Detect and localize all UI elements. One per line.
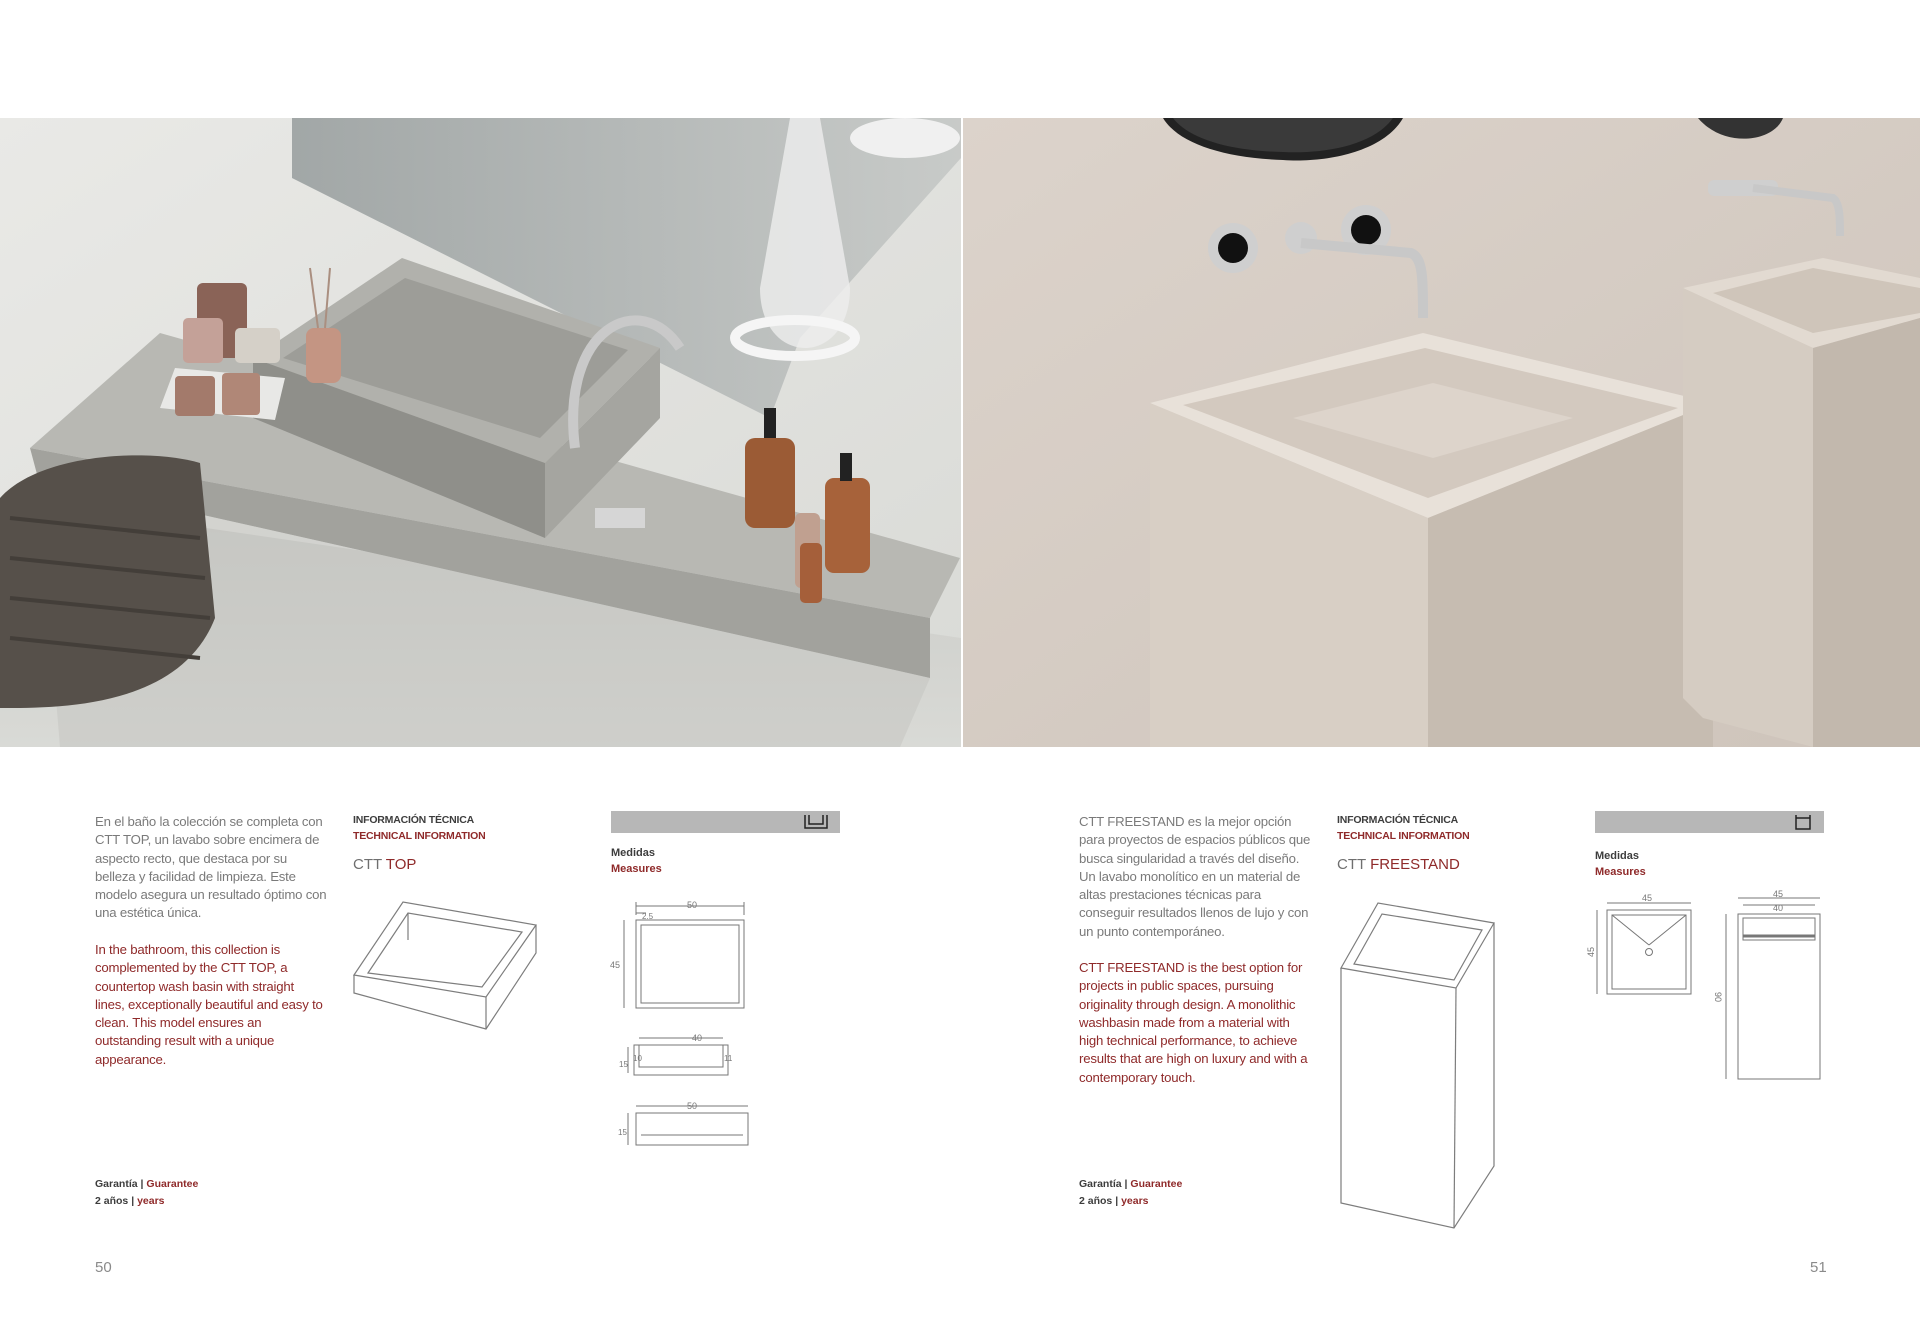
pedestal-dimension-drawings [1585,890,1825,1095]
page-number-left: 50 [95,1259,112,1276]
dim-front-h3: 15 [619,1060,628,1069]
separator: | [131,1195,135,1207]
tech-info-es-right: INFORMACIÓN TÉCNICA [1337,814,1459,826]
model-title-right [1337,856,1460,873]
guarantee-label-en: Guarantee [1130,1178,1183,1190]
model-prefix: CTT [353,856,382,873]
dim-side-height: 15 [618,1128,627,1137]
dim-front-h2: 11 [724,1054,733,1063]
description-es-left: En el baño la colección se completa con CTT TOP, un lavabo sobre encimera de aspecto recto, que destaca por su belleza y facilidad de limpieza. Este modelo asegura un resultado óptimo con una estética única. [95,814,327,921]
years-es: 2 años [1079,1195,1113,1207]
model-title-left [353,856,416,873]
tech-info-en-right: TECHNICAL INFORMATION [1337,830,1470,842]
dim-depth: 45 [610,960,621,970]
category-bar-left [611,811,840,833]
basin-isometric-drawing [350,895,540,1035]
photo-countertop-basin [0,118,961,747]
measures-en-left: Measures [611,863,662,875]
description-en-left: In the bathroom, this collection is complemented by the CTT TOP, a countertop wash basin with straight lines, exceptionally beautiful and easy to clean. This model ensures an outstanding result with a unique appearance. [95,942,323,1067]
dim-side-width: 50 [687,1101,698,1111]
dim-front-h1: 10 [633,1054,642,1063]
tech-info-en-left: TECHNICAL INFORMATION [353,830,486,842]
dim-plan-depth: 45 [1586,946,1596,957]
tech-info-es-left: INFORMACIÓN TÉCNICA [353,814,475,826]
page-number-right: 51 [1810,1259,1827,1276]
years-es: 2 años [95,1195,129,1207]
years-en: years [1121,1195,1149,1207]
guarantee-left [95,1176,198,1210]
category-bar-right [1595,811,1824,833]
separator: | [1115,1195,1119,1207]
dim-elev-width: 45 [1773,890,1784,899]
separator: | [1124,1178,1128,1190]
pedestal-isometric-drawing [1336,898,1496,1230]
separator: | [140,1178,144,1190]
guarantee-label-en: Guarantee [146,1178,199,1190]
dim-plan-width: 45 [1642,893,1653,903]
description-en-right: CTT FREESTAND is the best option for projects in public spaces, pursuing originality through design. A monolithic washbasin made from a material with high technical performance, to achieve results that are high on luxury and with a contemporary touch. [1079,960,1308,1085]
description-es-right: CTT FREESTAND es la mejor opción para proyectos de espacios públicos que busca singularidad a través del diseño. Un lavabo monolítico en un material de altas prestaciones técnicas para conseguir resultados llenos de lujo y con un punto contemporáneo. [1079,814,1311,939]
dim-top-width: 50 [687,900,698,910]
basin-dimension-drawings [606,895,756,1160]
basin-profile-icon [801,813,831,831]
model-prefix: CTT [1337,856,1366,873]
measures-en-right: Measures [1595,866,1646,878]
model-name: TOP [385,856,417,873]
guarantee-label-es: Garantía [1079,1178,1122,1190]
dim-elev-inner: 40 [1773,903,1784,913]
guarantee-right [1079,1176,1182,1210]
model-name: FREESTAND [1370,856,1460,873]
photo-freestanding-basin [963,118,1920,747]
years-en: years [137,1195,165,1207]
guarantee-label-es: Garantía [95,1178,138,1190]
measures-es-left: Medidas [611,847,656,859]
measures-es-right: Medidas [1595,850,1640,862]
pedestal-profile-icon [1791,813,1815,831]
dim-rim: 2.5 [642,912,654,921]
dim-front-inner: 40 [692,1033,703,1043]
dim-elev-height: 90 [1713,992,1723,1003]
